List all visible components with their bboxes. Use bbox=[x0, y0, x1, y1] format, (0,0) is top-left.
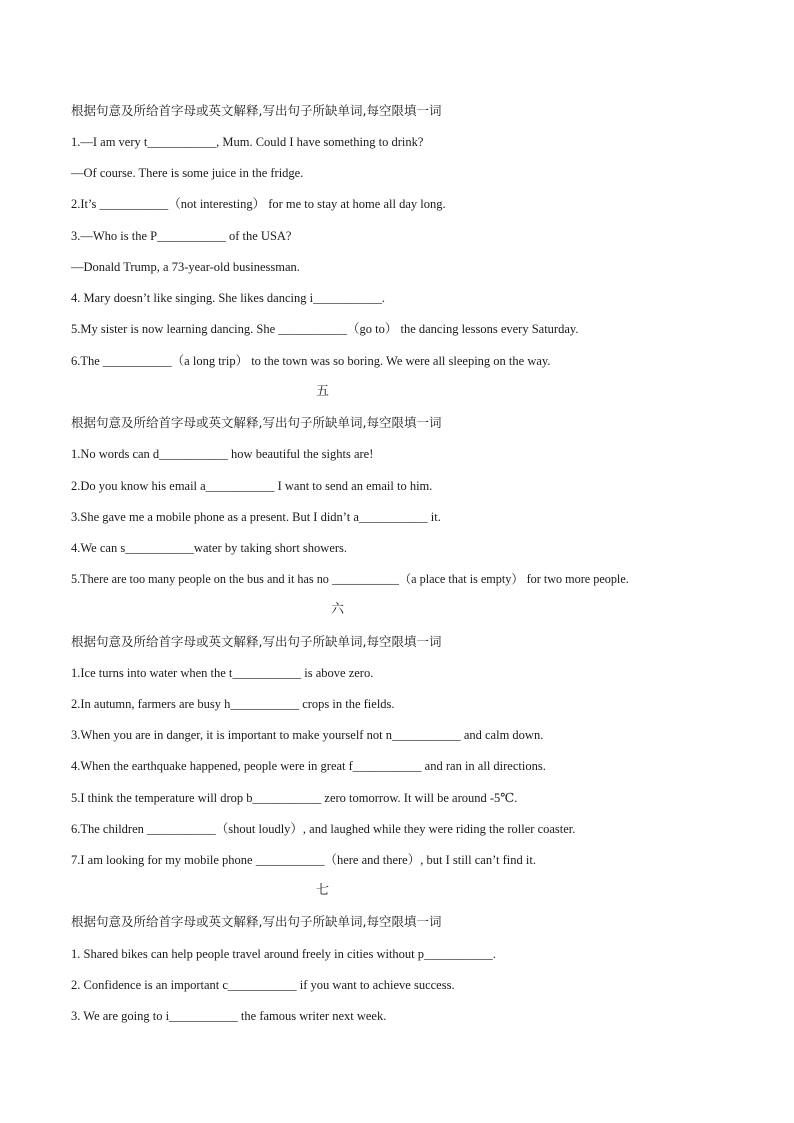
section-3-item-5: 5.I think the temperature will drop b___________ zero tomorrow. It will be around -5℃. bbox=[71, 791, 518, 805]
section-2-number: 五 bbox=[316, 384, 330, 399]
section-2-item-1: 1.No words can d___________ how beautiful the sights are! bbox=[71, 447, 374, 461]
section-1-item-6: 6.The ___________（a long trip） to the town was so boring. We were all sleeping on the way. bbox=[71, 354, 551, 368]
section-1-item-5: 5.My sister is now learning dancing. She ___________（go to） the dancing lessons every Saturday. bbox=[71, 322, 579, 336]
section-3-item-2: 2.In autumn, farmers are busy h___________ crops in the fields. bbox=[71, 697, 395, 711]
section-4-item-3: 3. We are going to i___________ the famous writer next week. bbox=[71, 1009, 387, 1023]
section-4-item-1: 1. Shared bikes can help people travel around freely in cities without p___________. bbox=[71, 947, 496, 961]
section-3-heading: 根据句意及所给首字母或英文解释,写出句子所缺单词,每空限填一词 bbox=[71, 634, 442, 649]
section-1-heading: 根据句意及所给首字母或英文解释,写出句子所缺单词,每空限填一词 bbox=[71, 103, 442, 118]
section-3-item-6: 6.The children ___________（shout loudly）, and laughed while they were riding the roller coaster. bbox=[71, 822, 576, 836]
section-4-item-2: 2. Confidence is an important c___________ if you want to achieve success. bbox=[71, 978, 455, 992]
section-3-item-4: 4.When the earthquake happened, people were in great f___________ and ran in all directions. bbox=[71, 759, 546, 773]
section-3-item-3: 3.When you are in danger, it is important to make yourself not n___________ and calm down. bbox=[71, 728, 544, 742]
section-3-item-1: 1.Ice turns into water when the t___________ is above zero. bbox=[71, 666, 374, 680]
section-3-item-7: 7.I am looking for my mobile phone ___________（here and there）, but I still can’t find it. bbox=[71, 853, 536, 867]
section-1-item-1-answer: —Of course. There is some juice in the fridge. bbox=[71, 166, 304, 180]
section-1-item-2: 2.It’s ___________（not interesting） for me to stay at home all day long. bbox=[71, 197, 446, 211]
section-4-number: 七 bbox=[316, 883, 330, 898]
section-4-heading: 根据句意及所给首字母或英文解释,写出句子所缺单词,每空限填一词 bbox=[71, 914, 442, 929]
section-2-item-2: 2.Do you know his email a___________ I want to send an email to him. bbox=[71, 479, 433, 493]
section-1-item-3-answer: —Donald Trump, a 73-year-old businessman. bbox=[71, 260, 300, 274]
section-1-item-4: 4. Mary doesn’t like singing. She likes dancing i___________. bbox=[71, 291, 385, 305]
section-2-heading: 根据句意及所给首字母或英文解释,写出句子所缺单词,每空限填一词 bbox=[71, 415, 442, 430]
section-3-number: 六 bbox=[331, 602, 345, 617]
section-2-item-5: 5.There are too many people on the bus and it has no ___________（a place that is empty） for two more people. bbox=[71, 572, 629, 586]
section-2-item-3: 3.She gave me a mobile phone as a present. But I didn’t a___________ it. bbox=[71, 510, 441, 524]
section-1-item-1: 1.—I am very t___________, Mum. Could I have something to drink? bbox=[71, 135, 424, 149]
section-2-item-4: 4.We can s___________water by taking short showers. bbox=[71, 541, 348, 555]
section-1-item-3: 3.—Who is the P___________ of the USA? bbox=[71, 229, 292, 243]
